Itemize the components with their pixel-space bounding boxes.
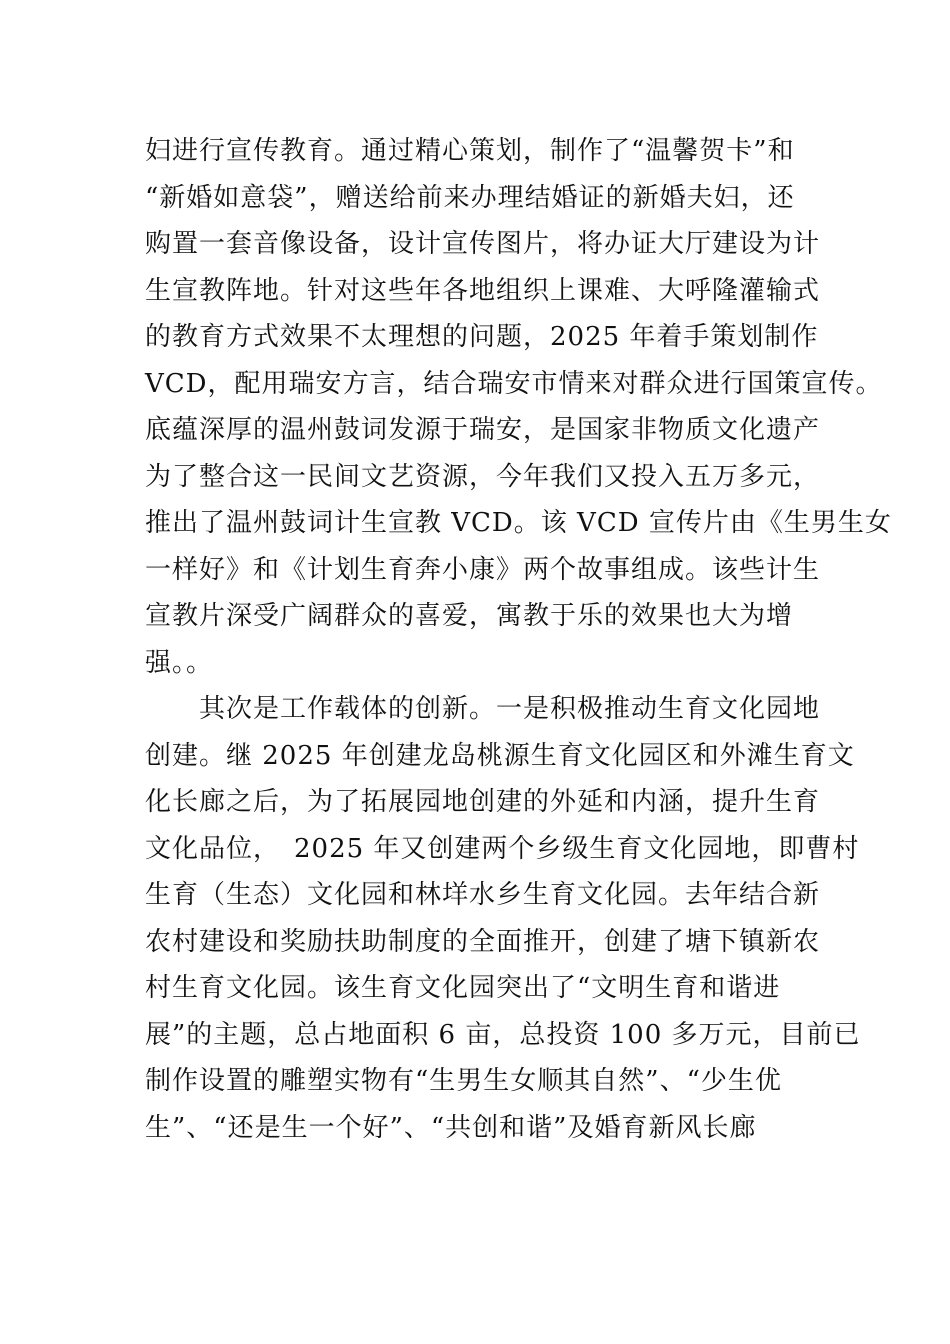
text-line-16: 文化品位， 2025 年又创建两个乡级生育文化园地，即曹村 [145,833,860,864]
text-line-21: 制作设置的雕塑实物有“生男生女顺其自然”、“少生优 [145,1066,782,1096]
text-line-4: 生宣教阵地。针对这些年各地组织上课难、大呼隆灌输式 [145,275,821,306]
text-line-7: 底蕴深厚的温州鼓词发源于瑞安，是国家非物质文化遗产 [145,415,821,445]
text-line-1: 妇进行宣传教育。通过精心策划，制作了“温馨贺卡”和 [145,136,795,166]
text-line-15: 化长廊之后，为了拓展园地创建的外延和内涵，提升生育 [145,787,821,817]
text-line-9: 推出了温州鼓词计生宣教 VCD。该 VCD 宣传片由《生男生女 [145,508,892,538]
text-line-22: 生”、“还是生一个好”、“共创和谐”及婚育新风长廊 [145,1112,757,1143]
text-line-11: 宣教片深受广阔群众的喜爱，寓教于乐的效果也大为增 [145,601,794,631]
text-line-13: 其次是工作载体的创新。一是积极推动生育文化园地 [145,694,821,724]
text-line-12: 强。。 [145,647,214,678]
text-line-17: 生育（生态）文化园和林垟水乡生育文化园。去年结合新 [145,880,821,910]
text-line-20: 展”的主题，总占地面积 6 亩，总投资 100 多万元，目前已 [145,1019,861,1050]
text-line-5: 的教育方式效果不太理想的问题，2025 年着手策划制作 [145,322,819,352]
text-line-8: 为了整合这一民间文艺资源，今年我们又投入五万多元， [145,461,821,492]
text-line-2: “新婚如意袋”，赠送给前来办理结婚证的新婚夫妇，还 [145,182,795,213]
body-text [145,128,892,1151]
text-line-19: 村生育文化园。该生育文化园突出了“文明生育和谐进 [145,973,781,1003]
text-line-3: 购置一套音像设备，设计宣传图片，将办证大厅建设为计 [145,229,821,259]
text-line-18: 农村建设和奖励扶助制度的全面推开，创建了塘下镇新农 [145,926,821,957]
text-line-6: VCD，配用瑞安方言，结合瑞安市情来对群众进行国策宣传。 [145,368,883,399]
text-line-10: 一样好》和《计划生育奔小康》两个故事组成。该些计生 [145,554,821,585]
text-line-14: 创建。继 2025 年创建龙岛桃源生育文化园区和外滩生育文 [145,740,855,771]
